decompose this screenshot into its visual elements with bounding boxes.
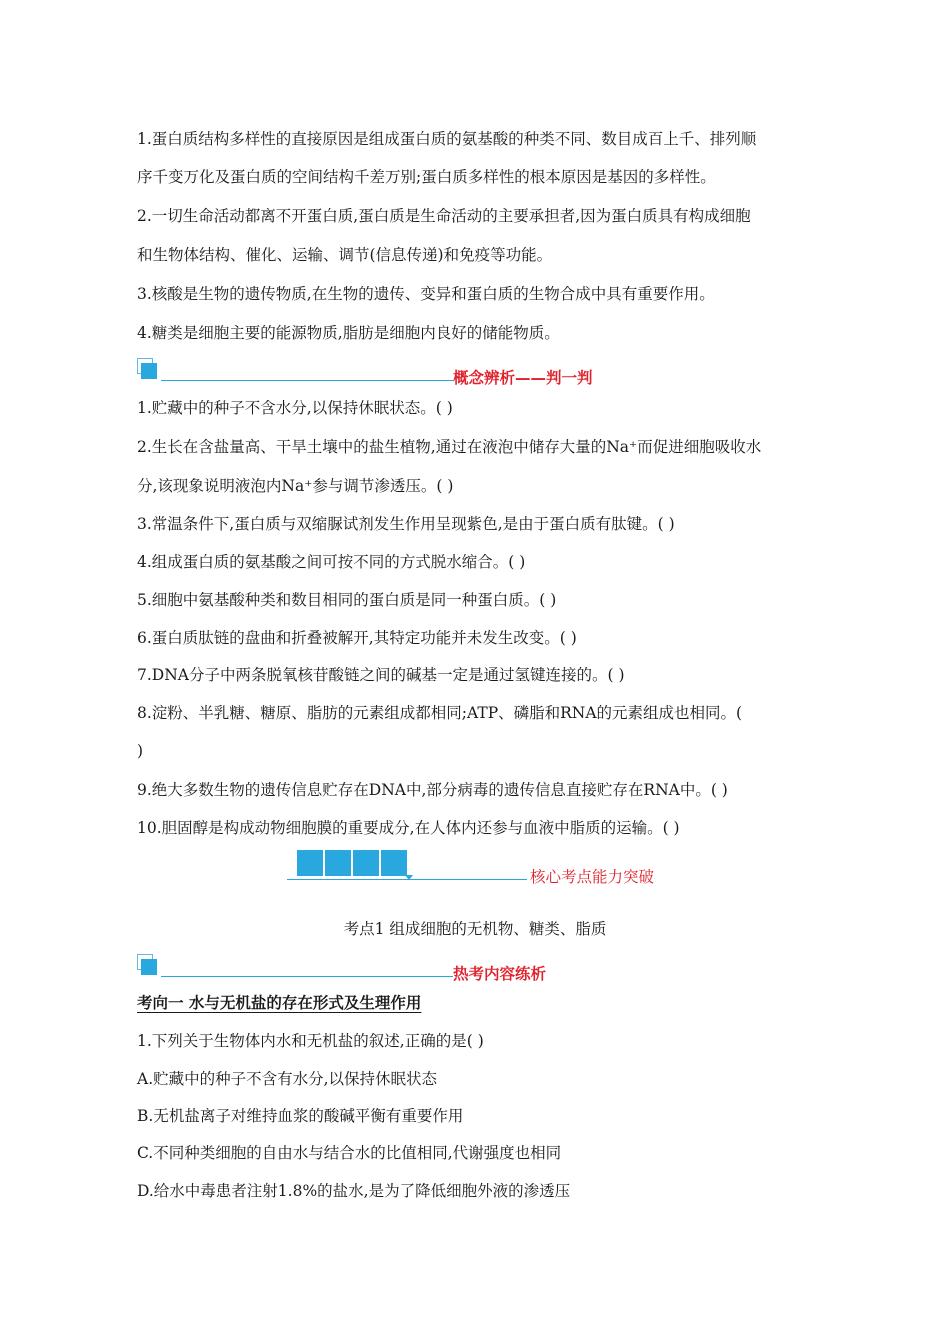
option-a: A.贮藏中的种子不含有水分,以保持休眠状态 (137, 1070, 438, 1088)
option-d: D.给水中毒患者注射1.8%的盐水,是为了降低细胞外液的渗透压 (137, 1182, 571, 1200)
judge-item: 5.细胞中氨基酸种类和数目相同的蛋白质是同一种蛋白质。( ) (137, 591, 557, 609)
summary-line: 3.核酸是生物的遗传物质,在生物的遗传、变异和蛋白质的生物合成中具有重要作用。 (137, 285, 715, 303)
judge-item: 1.贮藏中的种子不含水分,以保持休眠状态。( ) (137, 399, 453, 417)
judge-item: 9.绝大多数生物的遗传信息贮存在DNA中,部分病毒的遗传信息直接贮存在RNA中。( ) (137, 781, 728, 799)
banner-title: 核心考点能力突破 (530, 868, 655, 886)
option-b: B.无机盐离子对维持血浆的酸碱平衡有重要作用 (137, 1107, 464, 1125)
summary-line: 序千变万化及蛋白质的空间结构千差万别;蛋白质多样性的根本原因是基因的多样性。 (137, 168, 716, 186)
banner-rule (287, 879, 527, 880)
kaoxiang-heading: 考向一 水与无机盐的存在形式及生理作用 (137, 993, 422, 1012)
judge-item: 7.DNA分子中两条脱氧核苷酸链之间的碱基一定是通过氢键连接的。( ) (137, 666, 625, 684)
judge-item: 8.淀粉、半乳糖、糖原、脂肪的元素组成都相同;ATP、磷脂和RNA的元素组成也相同。( (137, 704, 743, 722)
core-banner (287, 850, 687, 890)
judge-item: 10.胆固醇是构成动物细胞膜的重要成分,在人体内还参与血液中脂质的运输。( ) (137, 819, 680, 837)
judge-item: 分,该现象说明液泡内Na⁺参与调节渗透压。( ) (137, 477, 454, 495)
summary-line: 和生物体结构、催化、运输、调节(信息传递)和免疫等功能。 (137, 246, 553, 264)
judge-item: 3.常温条件下,蛋白质与双缩脲试剂发生作用呈现紫色,是由于蛋白质有肽键。( ) (137, 515, 675, 533)
section-title: 热考内容练析 (453, 965, 547, 983)
section-square-icon (141, 363, 157, 379)
summary-line: 1.蛋白质结构多样性的直接原因是组成蛋白质的氨基酸的种类不同、数目成百上千、排列顺 (137, 130, 757, 148)
judge-item: ) (137, 742, 144, 760)
judge-item: 6.蛋白质肽链的盘曲和折叠被解开,其特定功能并未发生改变。( ) (137, 629, 577, 647)
judge-item: 2.生长在含盐量高、干旱土壤中的盐生植物,通过在液泡中储存大量的Na⁺而促进细胞吸收水 (137, 438, 762, 456)
section-rule (161, 380, 453, 381)
section-title: 概念辨析——判一判 (453, 369, 593, 387)
question-stem: 1.下列关于生物体内水和无机盐的叙述,正确的是( ) (137, 1032, 484, 1050)
section-header-hot (137, 954, 617, 983)
summary-line: 2.一切生命活动都离不开蛋白质,蛋白质是生命活动的主要承担者,因为蛋白质具有构成细胞 (137, 207, 751, 225)
kaodian-title: 考点1 组成细胞的无机物、糖类、脂质 (343, 920, 607, 938)
judge-item: 4.组成蛋白质的氨基酸之间可按不同的方式脱水缩合。( ) (137, 553, 526, 571)
option-c: C.不同种类细胞的自由水与结合水的比值相同,代谢强度也相同 (137, 1144, 562, 1162)
section-rule (161, 976, 453, 977)
section-square-icon (141, 959, 157, 975)
summary-line: 4.糖类是细胞主要的能源物质,脂肪是细胞内良好的储能物质。 (137, 324, 560, 342)
section-header-concept (137, 358, 617, 387)
banner-blocks (297, 850, 407, 876)
